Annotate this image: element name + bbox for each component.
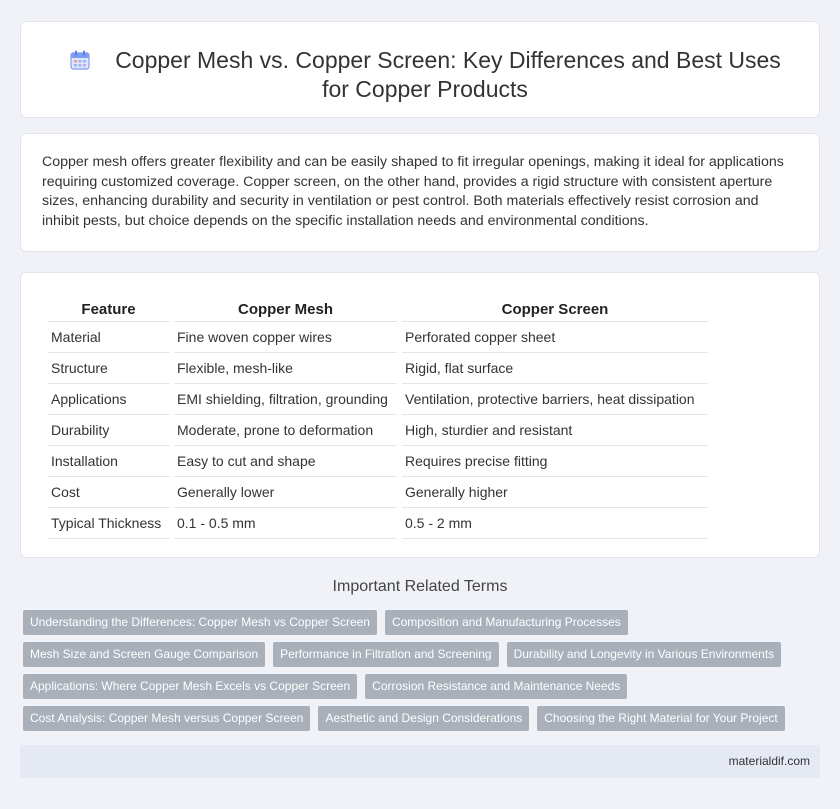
page-title bbox=[61, 46, 789, 104]
related-term-tag[interactable]: Cost Analysis: Copper Mesh versus Copper Screen bbox=[23, 706, 310, 731]
footer-bar bbox=[20, 745, 820, 778]
comparison-table bbox=[43, 296, 713, 539]
related-term-tag[interactable]: Applications: Where Copper Mesh Excels vs Copper Screen bbox=[23, 674, 357, 699]
table-row bbox=[48, 322, 708, 353]
related-tags-row bbox=[23, 610, 636, 635]
row-copper-screen: Perforated copper sheet bbox=[402, 322, 708, 353]
row-copper-screen: High, sturdier and resistant bbox=[402, 415, 708, 446]
header-copper-screen: Copper Screen bbox=[402, 296, 708, 322]
related-term-tag[interactable]: Composition and Manufacturing Processes bbox=[385, 610, 628, 635]
row-copper-mesh: EMI shielding, filtration, grounding bbox=[174, 384, 397, 415]
table-row bbox=[48, 415, 708, 446]
related-term-tag[interactable]: Performance in Filtration and Screening bbox=[273, 642, 498, 667]
table-row bbox=[48, 477, 708, 508]
related-tags-row bbox=[23, 706, 793, 731]
page-title-text: Copper Mesh vs. Copper Screen: Key Differences and Best Uses for Copper Products bbox=[115, 47, 781, 102]
header-copper-mesh: Copper Mesh bbox=[174, 296, 397, 322]
row-feature: Material bbox=[48, 322, 169, 353]
row-feature: Durability bbox=[48, 415, 169, 446]
row-copper-mesh: 0.1 - 0.5 mm bbox=[174, 508, 397, 539]
row-copper-screen: 0.5 - 2 mm bbox=[402, 508, 708, 539]
intro-card bbox=[20, 133, 820, 252]
row-copper-mesh: Moderate, prone to deformation bbox=[174, 415, 397, 446]
table-row bbox=[48, 384, 708, 415]
row-feature: Typical Thickness bbox=[48, 508, 169, 539]
table-row bbox=[48, 508, 708, 539]
header-feature: Feature bbox=[48, 296, 169, 322]
row-feature: Cost bbox=[48, 477, 169, 508]
related-terms-heading: Important Related Terms bbox=[332, 578, 508, 595]
row-feature: Structure bbox=[48, 353, 169, 384]
row-copper-mesh: Generally lower bbox=[174, 477, 397, 508]
comparison-card bbox=[20, 272, 820, 558]
row-feature: Applications bbox=[48, 384, 169, 415]
row-copper-screen: Rigid, flat surface bbox=[402, 353, 708, 384]
calendar-icon bbox=[69, 49, 91, 71]
related-term-tag[interactable]: Durability and Longevity in Various Environments bbox=[507, 642, 782, 667]
row-copper-mesh: Easy to cut and shape bbox=[174, 446, 397, 477]
related-term-tag[interactable]: Aesthetic and Design Considerations bbox=[318, 706, 529, 731]
row-copper-screen: Generally higher bbox=[402, 477, 708, 508]
row-copper-mesh: Fine woven copper wires bbox=[174, 322, 397, 353]
related-term-tag[interactable]: Understanding the Differences: Copper Mesh vs Copper Screen bbox=[23, 610, 377, 635]
row-feature: Installation bbox=[48, 446, 169, 477]
related-term-tag[interactable]: Mesh Size and Screen Gauge Comparison bbox=[23, 642, 265, 667]
row-copper-screen: Requires precise fitting bbox=[402, 446, 708, 477]
table-header-row bbox=[48, 296, 708, 322]
table-row bbox=[48, 446, 708, 477]
title-card bbox=[20, 21, 820, 118]
table-row bbox=[48, 353, 708, 384]
related-tags-row bbox=[23, 642, 789, 667]
related-term-tag[interactable]: Corrosion Resistance and Maintenance Needs bbox=[365, 674, 627, 699]
footer-site-link[interactable]: materialdif.com bbox=[728, 754, 810, 768]
intro-paragraph: Copper mesh offers greater flexibility and can be easily shaped to fit irregular openings, making it ideal for applications requiring customized coverage. Copper screen, on the other hand, provides a rigid structure with consistent aperture sizes, enhancing durability and security in ventilation or pest control. Both materials effectively resist corrosion and inhibit pests, but choice depends on the specific installation needs and environmental conditions. bbox=[42, 154, 784, 230]
related-term-tag[interactable]: Choosing the Right Material for Your Project bbox=[537, 706, 784, 731]
row-copper-screen: Ventilation, protective barriers, heat dissipation bbox=[402, 384, 708, 415]
row-copper-mesh: Flexible, mesh-like bbox=[174, 353, 397, 384]
related-tags-row bbox=[23, 674, 635, 699]
